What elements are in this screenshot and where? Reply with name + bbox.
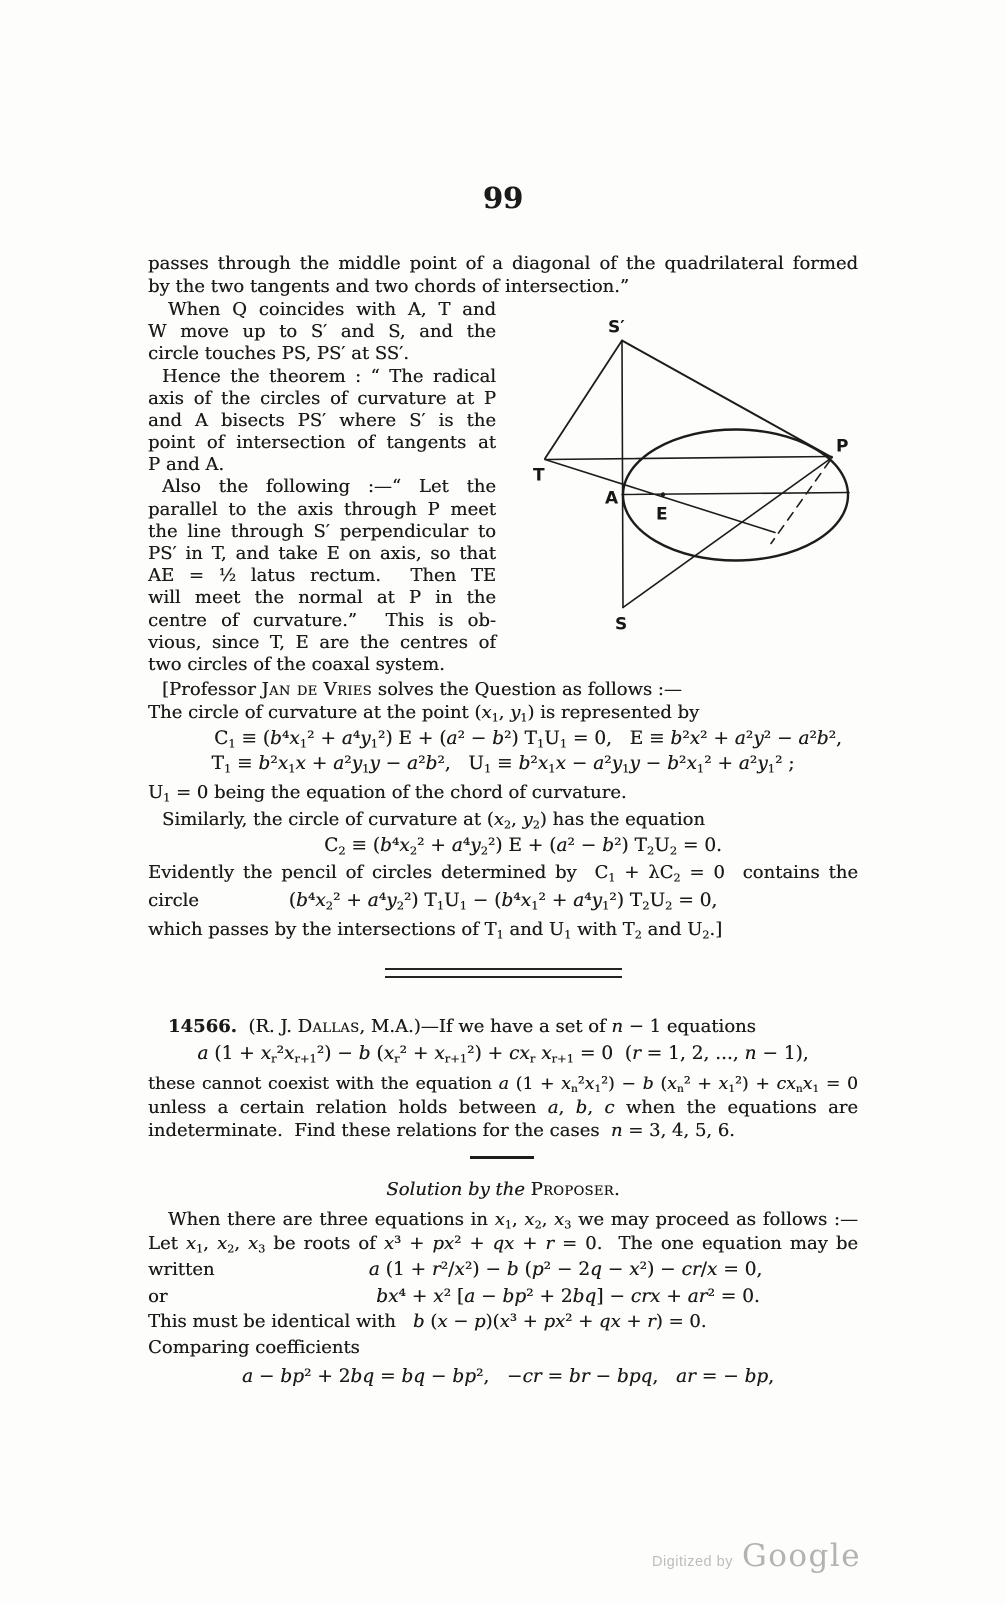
google-logo: Google — [741, 1538, 862, 1574]
problem-heading: 14566. (R. J. Dallas, M.A.)—If we have a set of n − 1 equations — [168, 1016, 756, 1037]
solution-line-3-equation: a (1 + r²/x²) − b (p² − 2q − x²) − cr/x = 0, — [368, 1259, 763, 1280]
line-T-P — [545, 457, 832, 460]
solution-equation: a − bp² + 2bq = bq − bp², −cr = br − bpq, ar = − bp, — [241, 1366, 775, 1387]
line-Sprime-S — [622, 341, 623, 608]
vries-equation-1: $C_1 \equiv (b^4x_1^2 + a^4y_1^2) E + (a^2 - b^2) T_1U_1 = 0$, E ≡ b²x² + a²y² − a²b², — [214, 728, 842, 751]
column-line-10: parallel to the axis through P meet — [148, 499, 496, 520]
solution-line-2: Let $x_1$, $x_2$, $x_3$ be roots of x³ + px² + qx + r = 0. The one equation may be — [148, 1233, 858, 1256]
short-rule-divider — [470, 1156, 534, 1159]
column-line-9: Also the following :—“ Let the — [162, 476, 496, 497]
line-T-Sprime — [545, 341, 622, 459]
column-line-6: and A bisects PS′ where S′ is the — [148, 410, 496, 431]
solution-line-3 — [148, 1259, 858, 1281]
column-line-5: axis of the circles of curvature at P — [148, 388, 496, 409]
vries-line-4: Similarly, the circle of curvature at ($x_2$, $y_2$) has the equation — [162, 809, 705, 832]
line-Sprime-P — [622, 341, 832, 458]
problem-equation-1: a $(1 + x_r^2x_{r+1}^2) - b$ $(x_r^2 + x_{r+1}^2) + cx_r$ $x_{r+1} = 0$ (r = 1, 2, ..., n − 1), — [197, 1043, 809, 1066]
point-E-dot — [661, 492, 665, 496]
vries-line-3: $U_1 = 0$ being the equation of the chord of curvature. — [148, 782, 627, 805]
column-line-16: vious, since T, E are the centres of — [148, 632, 496, 653]
label-T: T — [533, 465, 545, 486]
problem-line-2: these cannot coexist with the equation a $(1 + x_n^2x_1^2) - b$ $(x_n^2 + x_1^2) + cx_nx_1 = 0$ — [148, 1074, 858, 1096]
solution-line-6: Comparing coefficients — [148, 1337, 360, 1358]
vries-line-6 — [148, 890, 858, 913]
solution-line-1: When there are three equations in $x_1$, $x_2$, $x_3$ we may proceed as follows :— — [168, 1209, 858, 1232]
column-line-4: Hence the theorem : “ The radical — [162, 366, 496, 387]
geometry-figure — [505, 300, 905, 640]
column-line-7: point of intersection of tangents at — [148, 432, 496, 453]
column-line-11: the line through S′ perpendicular to — [148, 521, 496, 542]
column-line-8: P and A. — [148, 454, 225, 475]
column-line-14: will meet the normal at P in the — [148, 587, 496, 608]
label-A: A — [605, 488, 619, 509]
vries-line-7: which passes by the intersections of $T_1$ and $U_1$ with $T_2$ and $U_2$.] — [148, 919, 723, 942]
page-number: 99 — [482, 181, 524, 215]
line-normal-P-dashed — [771, 461, 830, 544]
column-line-12: PS′ in T, and take E on axis, so that — [148, 543, 496, 564]
label-S-prime: S′ — [608, 317, 625, 338]
solution-line-3-word: written — [148, 1259, 215, 1280]
column-line-3: circle touches PS, PS′ at SS′. — [148, 343, 409, 364]
column-line-17: two circles of the coaxal system. — [148, 654, 445, 675]
vries-line-1: [Professor Jan de Vries solves the Question as follows :— — [162, 679, 682, 700]
solution-line-4-word: or — [148, 1286, 168, 1307]
ellipse-tangents-diagram — [505, 300, 905, 640]
vries-line-6-equation: $(b^4x_2^2 + a^4y_2^2) T_1U_1 - (b^4x_1^2 + a^4y_1^2) T_2U_2 = 0$, — [288, 890, 718, 913]
solution-line-5: This must be identical with b (x − p)(x³ + px² + qx + r) = 0. — [148, 1311, 707, 1332]
vries-line-5: Evidently the pencil of circles determined by $C_1 + \lambda C_2 = 0$ contains the — [148, 862, 858, 885]
vries-line-6-word: circle — [148, 890, 199, 911]
problem-line-3: unless a certain relation holds between a, b, c when the equations are — [148, 1097, 858, 1118]
label-E: E — [656, 504, 668, 525]
column-line-1: When Q coincides with A, T and — [168, 299, 496, 320]
solution-line-4-equation: bx⁴ + x² [a − bp² + 2bq] − crx + ar² = 0. — [376, 1286, 760, 1307]
digitized-footer — [652, 1538, 861, 1574]
double-rule-divider — [385, 968, 622, 978]
vries-equation-2: $T_1 \equiv b^2x_1x + a^2y_1y - a^2b^2$, $U_1 \equiv b^2x_1x - a^2y_1y - b^2x_1^2 + a^2y_1^2$ ; — [211, 753, 795, 776]
column-line-2: W move up to S′ and S, and the — [148, 321, 496, 342]
column-line-15: centre of curvature.” This is ob- — [148, 610, 496, 631]
line-P-S — [623, 458, 832, 608]
label-P: P — [836, 436, 849, 457]
vries-equation-3: $C_2 \equiv (b^4x_2^2 + a^4y_2^2) E + (a^2 - b^2) T_2U_2 = 0$. — [324, 835, 722, 858]
solution-heading: Solution by the Proposer. — [386, 1179, 620, 1200]
intro-line-1: passes through the middle point of a diagonal of the quadrilateral formed — [148, 253, 858, 274]
solution-line-4 — [148, 1286, 858, 1308]
digitized-by-text: Digitized by — [652, 1554, 733, 1570]
intro-line-2: by the two tangents and two chords of intersection.” — [148, 276, 630, 297]
column-line-13: AE = ½ latus rectum. Then TE — [148, 565, 496, 586]
problem-line-4: indeterminate. Find these relations for the cases n = 3, 4, 5, 6. — [148, 1120, 735, 1141]
label-S: S — [615, 614, 628, 635]
vries-line-2: The circle of curvature at the point ($x_1$, $y_1$) is represented by — [148, 702, 700, 725]
